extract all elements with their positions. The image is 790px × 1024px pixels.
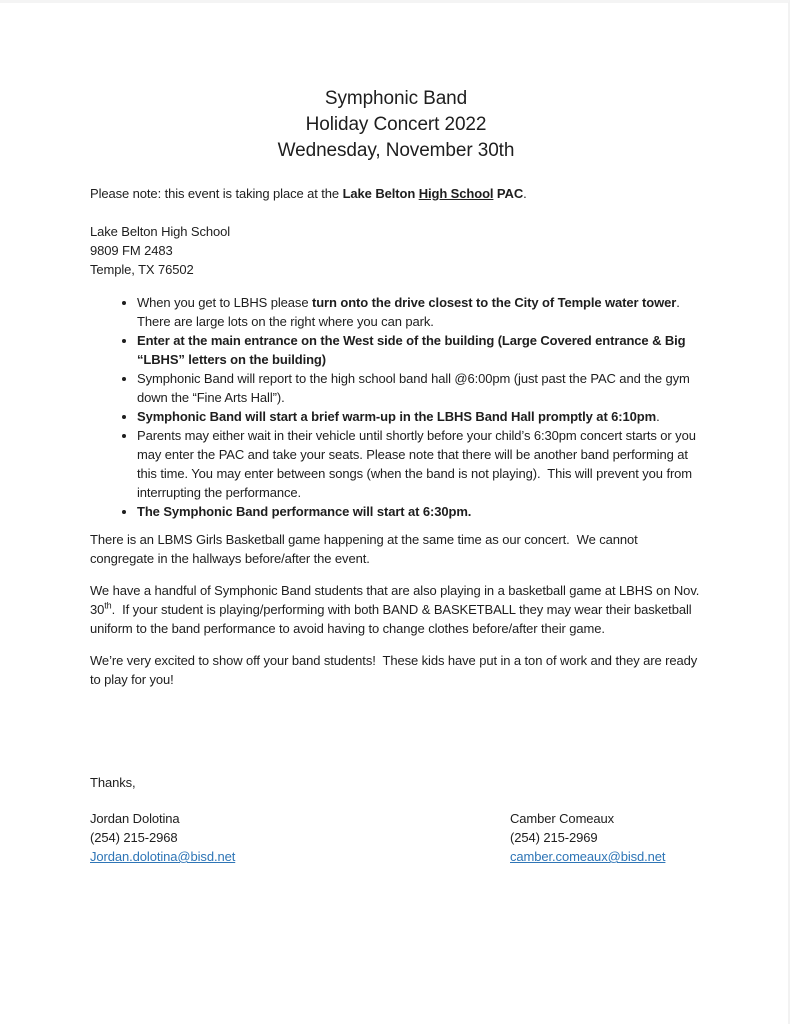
title-line-2: Holiday Concert 2022 (305, 114, 487, 135)
letter-page (0, 3, 790, 866)
contact-name: Camber Comeaux (510, 811, 615, 826)
paragraph-band-basketball: We have a handful of Symphonic Band students that are also playing in a basketball game at LBHS on Nov. 30th. If your student is playing/performing with both BAND & BASKETBALL they may wear their basketball uniform to the band performance to avoid having to change clothes before/after their game. (90, 583, 703, 636)
contact-email-link[interactable]: Jordan.dolotina@bisd.net (90, 849, 236, 864)
title-line-3: Wednesday, November 30th (277, 140, 515, 161)
event-info-list (90, 293, 702, 521)
contact-email-link[interactable]: camber.comeaux@bisd.net (510, 849, 666, 864)
address-city: Temple, TX 76502 (90, 262, 194, 277)
contact-jordan (90, 809, 510, 866)
document-title (90, 86, 702, 164)
contact-phone: (254) 215-2968 (90, 830, 178, 845)
closing-text: Thanks, (90, 775, 136, 790)
title-line-1: Symphonic Band (324, 88, 468, 109)
bullet-start-time: • The Symphonic Band performance will start at 6:30pm. (137, 502, 702, 521)
bullet-parents: • Parents may either wait in their vehicle until shortly before your child’s 6:30pm concert starts or you may enter the PAC and take your seats. Please note that there will be another band performing at this time. You may enter between songs (when the band is not playing). This will prevent you from interrupting the performance. (137, 426, 702, 502)
bullet-parking: • When you get to LBHS please turn onto the drive closest to the City of Temple water tower. There are large lots on the right where you can park. (137, 293, 702, 331)
paragraph-basketball-game: There is an LBMS Girls Basketball game happening at the same time as our concert. We cannot congregate in the hallways before/after the event. (90, 532, 642, 566)
contact-section (90, 809, 702, 866)
contact-camber (510, 809, 702, 866)
bullet-report-time: • Symphonic Band will report to the high school band hall @6:00pm (just past the PAC and the gym down the “Fine Arts Hall”). (137, 369, 702, 407)
address-school: Lake Belton High School (90, 224, 231, 239)
venue-note: Please note: this event is taking place at the Lake Belton High School PAC. (90, 186, 527, 201)
bullet-entrance: • Enter at the main entrance on the West side of the building (Large Covered entrance & Big “LBHS” letters on the building) (137, 331, 702, 369)
paragraph-excited: We’re very excited to show off your band students! These kids have put in a ton of work and they are ready to play for you! (90, 653, 701, 687)
address-block (90, 222, 702, 279)
contact-name: Jordan Dolotina (90, 811, 180, 826)
contact-phone: (254) 215-2969 (510, 830, 598, 845)
address-street: 9809 FM 2483 (90, 243, 173, 258)
bullet-warmup: • Symphonic Band will start a brief warm-up in the LBHS Band Hall promptly at 6:10pm. (137, 407, 702, 426)
